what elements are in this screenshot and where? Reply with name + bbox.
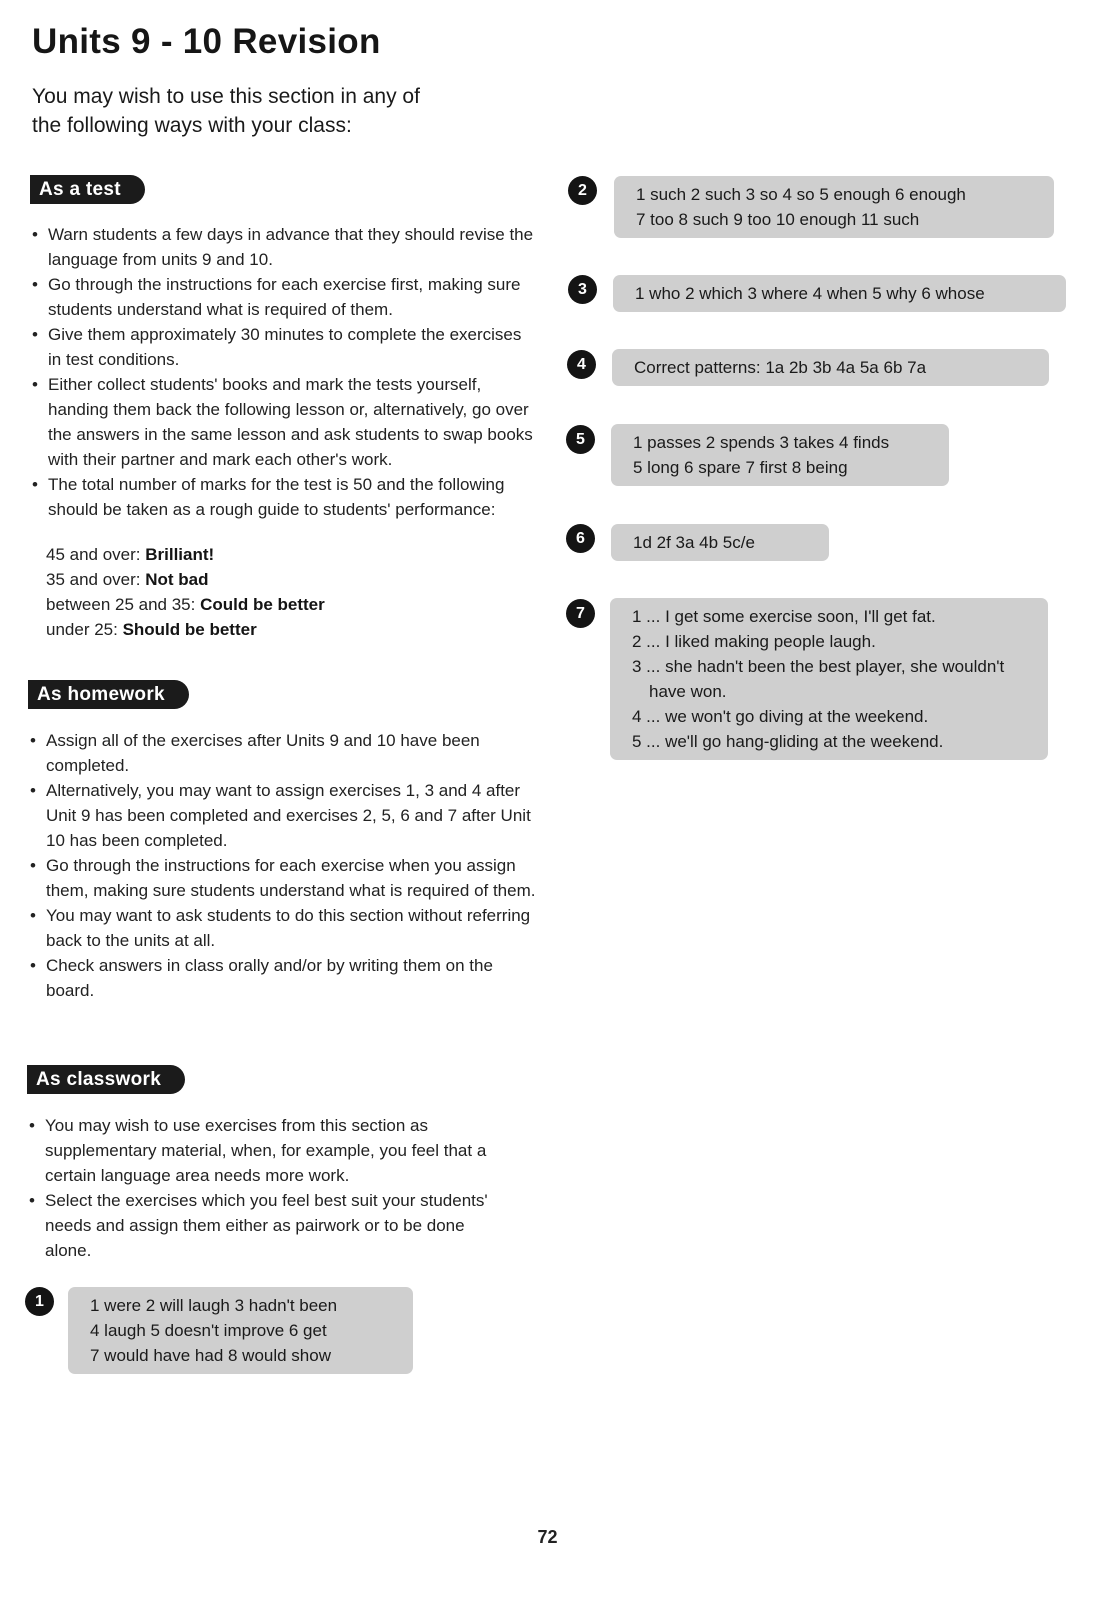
list-item: • You may wish to use exercises from this section as supplementary material, when, for example, you feel that a certain language area needs more work. bbox=[27, 1113, 507, 1188]
grade-verdict: Should be better bbox=[122, 620, 257, 639]
answer-line: 1d 2f 3a 4b 5c/e bbox=[633, 533, 755, 552]
answer-line: 1 were 2 will laugh 3 hadn't been bbox=[90, 1296, 338, 1315]
answer-line: 3 ... she hadn't been the best player, she wouldn't bbox=[632, 657, 1005, 676]
list-item: • Assign all of the exercises after Units 9 and 10 have been completed. bbox=[28, 728, 538, 778]
list-item: • Go through the instructions for each exercise first, making sure students understand what is required of them. bbox=[30, 272, 535, 322]
list-item: • Check answers in class orally and/or by writing them on the board. bbox=[28, 953, 538, 1003]
answer-line: 2 ... I liked making people laugh. bbox=[632, 632, 876, 651]
exercise-number-badge: 2 bbox=[568, 176, 597, 205]
answer-line: have won. bbox=[649, 682, 727, 701]
answer-line: 1 ... I get some exercise soon, I'll get fat. bbox=[632, 607, 936, 626]
grade-row bbox=[46, 592, 325, 617]
answer-box-2 bbox=[614, 176, 1054, 238]
list-item: • You may want to ask students to do this section without referring back to the units at all. bbox=[28, 903, 538, 953]
grade-range: 45 and over: bbox=[46, 545, 146, 564]
answer-line: 1 who 2 which 3 where 4 when 5 why 6 whose bbox=[635, 284, 985, 303]
list-item: • Alternatively, you may want to assign exercises 1, 3 and 4 after Unit 9 has been completed and exercises 2, 5, 6 and 7 after Unit 10 has been completed. bbox=[28, 778, 538, 853]
exercise-number-badge: 7 bbox=[566, 599, 595, 628]
list-item: • Give them approximately 30 minutes to complete the exercises in test conditions. bbox=[30, 322, 535, 372]
answer-box-3 bbox=[613, 275, 1066, 312]
answer-line: 4 ... we won't go diving at the weekend. bbox=[632, 707, 929, 726]
homework-bullet-list bbox=[28, 728, 538, 1003]
list-item: • Either collect students' books and mark the tests yourself, handing them back the following lesson or, alternatively, go over the answers in the same lesson and ask students to swap books with their partner and mark each other's work. bbox=[30, 372, 535, 472]
answer-line: 4 laugh 5 doesn't improve 6 get bbox=[90, 1321, 327, 1340]
exercise-number-badge: 4 bbox=[567, 350, 596, 379]
classwork-bullet-list bbox=[27, 1113, 507, 1263]
grade-guide bbox=[46, 542, 325, 642]
list-item: • Warn students a few days in advance that they should revise the language from units 9 and 10. bbox=[30, 222, 535, 272]
section-label-test: As a test bbox=[30, 175, 145, 204]
answer-line: 5 long 6 spare 7 first 8 being bbox=[633, 458, 848, 477]
answer-box-1 bbox=[68, 1287, 413, 1374]
grade-row bbox=[46, 617, 325, 642]
page-title: Units 9 - 10 Revision bbox=[32, 22, 381, 61]
grade-range: between 25 and 35: bbox=[46, 595, 201, 614]
grade-verdict: Brilliant! bbox=[145, 545, 215, 564]
exercise-number-badge: 3 bbox=[568, 275, 597, 304]
list-item: • Select the exercises which you feel best suit your students' needs and assign them either as pairwork or to be done alone. bbox=[27, 1188, 507, 1263]
answer-line: 1 such 2 such 3 so 4 so 5 enough 6 enough bbox=[636, 185, 966, 204]
test-bullet-list bbox=[30, 222, 535, 522]
grade-range: 35 and over: bbox=[46, 570, 146, 589]
answer-line: 5 ... we'll go hang-gliding at the weekend. bbox=[632, 732, 944, 751]
answer-box-4 bbox=[612, 349, 1049, 386]
grade-row bbox=[46, 567, 325, 592]
answer-box-7 bbox=[610, 598, 1048, 760]
intro-text: You may wish to use this section in any of the following ways with your class: bbox=[32, 85, 420, 137]
exercise-number-badge: 6 bbox=[566, 524, 595, 553]
answer-box-6 bbox=[611, 524, 829, 561]
answer-line: 7 too 8 such 9 too 10 enough 11 such bbox=[636, 210, 920, 229]
answer-line: 1 passes 2 spends 3 takes 4 finds bbox=[633, 433, 890, 452]
grade-verdict: Not bad bbox=[145, 570, 209, 589]
section-label-homework: As homework bbox=[28, 680, 189, 709]
page-number: 72 bbox=[537, 1527, 558, 1547]
grade-row bbox=[46, 542, 325, 567]
grade-verdict: Could be better bbox=[200, 595, 325, 614]
answer-line: Correct patterns: 1a 2b 3b 4a 5a 6b 7a bbox=[634, 358, 927, 377]
grade-range: under 25: bbox=[46, 620, 123, 639]
answer-line: 7 would have had 8 would show bbox=[90, 1346, 331, 1365]
section-label-classwork: As classwork bbox=[27, 1065, 185, 1094]
list-item: • Go through the instructions for each exercise when you assign them, making sure students understand what is required of them. bbox=[28, 853, 538, 903]
exercise-number-badge: 1 bbox=[25, 1287, 54, 1316]
list-item: • The total number of marks for the test is 50 and the following should be taken as a rough guide to students' performance: bbox=[30, 472, 535, 522]
answer-box-5 bbox=[611, 424, 949, 486]
exercise-number-badge: 5 bbox=[566, 425, 595, 454]
